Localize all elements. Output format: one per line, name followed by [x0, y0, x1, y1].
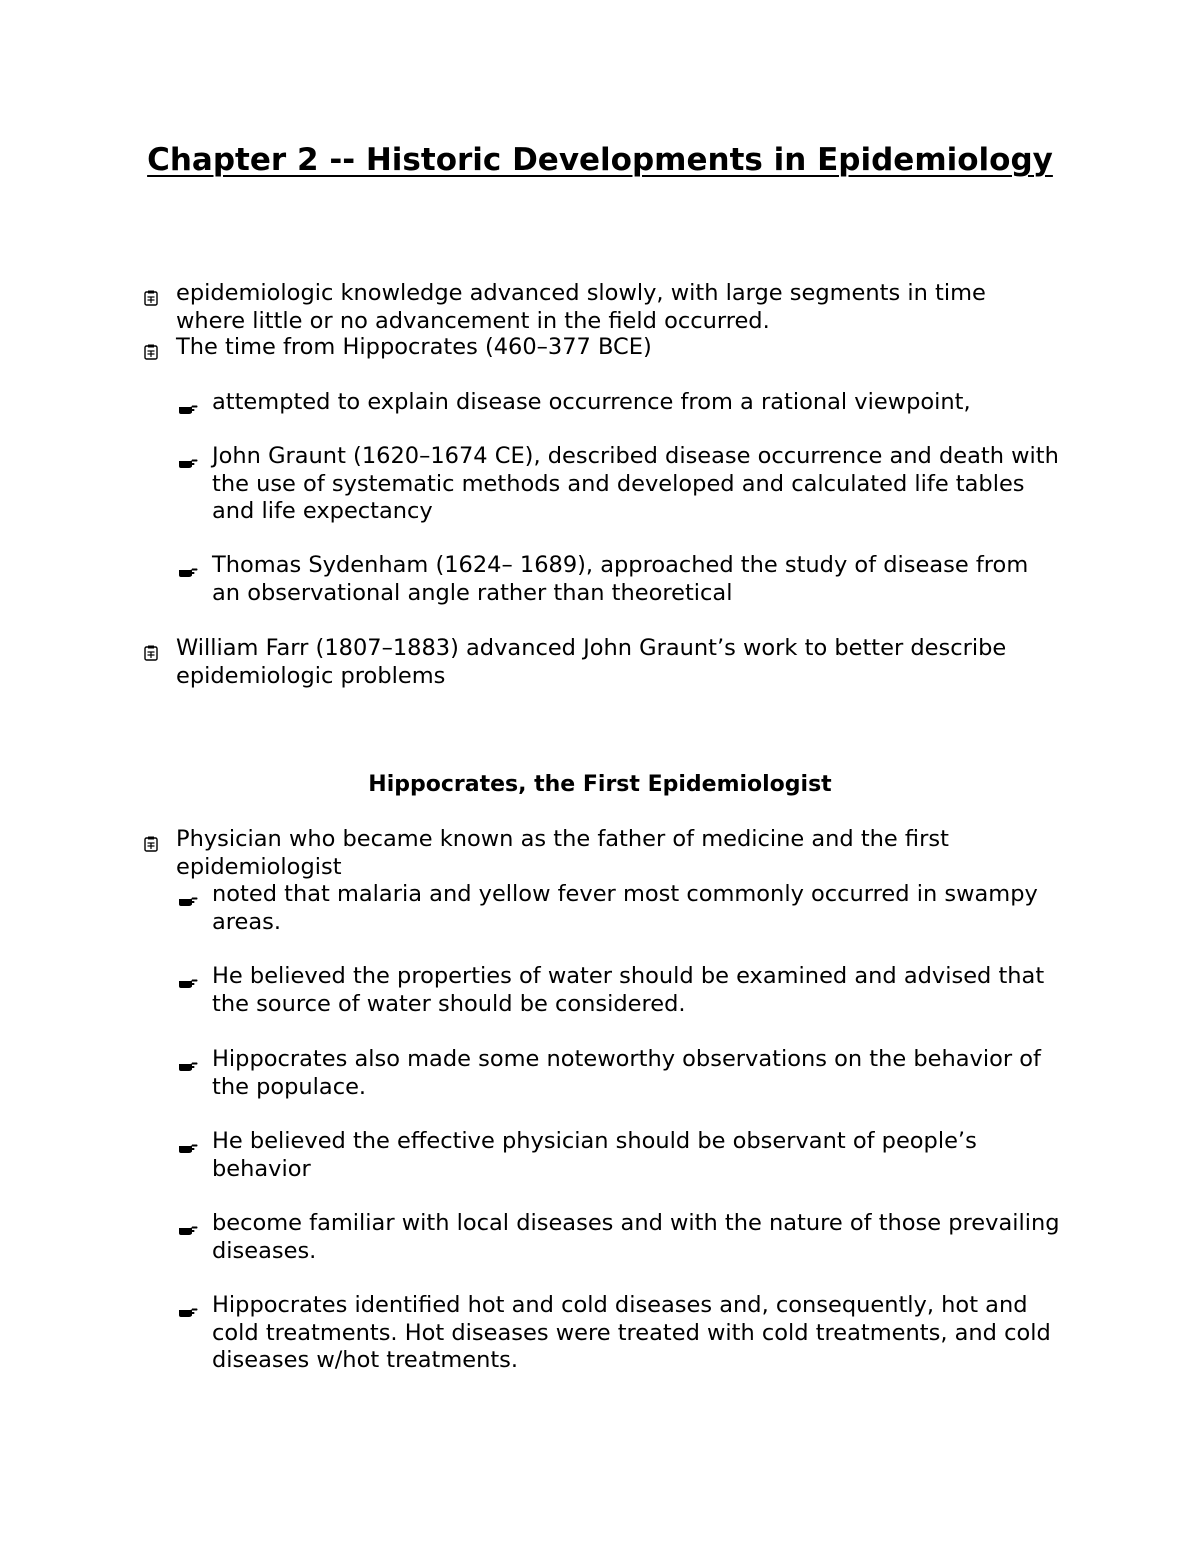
list-item-text: He believed the effective physician should be observant of people’s behavior: [212, 1128, 977, 1182]
list-item-text: attempted to explain disease occurrence from a rational viewpoint,: [212, 389, 971, 415]
list-item: [212, 1046, 1062, 1101]
list-item-text: noted that malaria and yellow fever most commonly occurred in swampy areas.: [212, 881, 1038, 935]
list-item-text: Hippocrates identified hot and cold diseases and, consequently, hot and cold treatments. Hot diseases were treated with cold treatments, and cold diseases w/hot treatments.: [212, 1292, 1051, 1373]
list-item: [212, 881, 1062, 936]
clipboard-bullet-icon: [144, 286, 158, 302]
list-item: [212, 552, 1062, 607]
list-item-text: epidemiologic knowledge advanced slowly, with large segments in time where little or no advancement in the field occurred.: [176, 280, 986, 334]
list-item: [212, 1210, 1062, 1265]
pointing-hand-bullet-icon: [178, 1216, 198, 1228]
list-item-text: John Graunt (1620–1674 CE), described disease occurrence and death with the use of systematic methods and developed and calculated life tables and life expectancy: [212, 443, 1059, 524]
pointing-hand-bullet-icon: [178, 1052, 198, 1064]
list-item-text: Physician who became known as the father of medicine and the first epidemiologist: [176, 826, 949, 880]
list-item: [176, 334, 1056, 362]
list-item: [176, 280, 1056, 335]
pointing-hand-bullet-icon: [178, 558, 198, 570]
list-item-text: Hippocrates also made some noteworthy observations on the behavior of the populace.: [212, 1046, 1041, 1100]
list-item: [176, 635, 1056, 690]
pointing-hand-bullet-icon: [178, 969, 198, 981]
list-item-text: become familiar with local diseases and with the nature of those prevailing diseases.: [212, 1210, 1060, 1264]
clipboard-bullet-icon: [144, 832, 158, 848]
pointing-hand-bullet-icon: [178, 1298, 198, 1310]
pointing-hand-bullet-icon: [178, 1134, 198, 1146]
list-item: [176, 826, 1056, 881]
list-item-text: Thomas Sydenham (1624– 1689), approached the study of disease from an observational angle rather than theoretical: [212, 552, 1029, 606]
clipboard-bullet-icon: [144, 340, 158, 356]
list-item-text: He believed the properties of water should be examined and advised that the source of water should be considered.: [212, 963, 1045, 1017]
list-item: [212, 963, 1062, 1018]
section-heading: Hippocrates, the First Epidemiologist: [368, 772, 832, 797]
list-item: [212, 1128, 1062, 1183]
pointing-hand-bullet-icon: [178, 887, 198, 899]
pointing-hand-bullet-icon: [178, 395, 198, 407]
pointing-hand-bullet-icon: [178, 449, 198, 461]
list-item: [212, 389, 1062, 417]
page-title: Chapter 2 -- Historic Developments in Epidemiology: [147, 142, 1053, 178]
clipboard-bullet-icon: [144, 641, 158, 657]
list-item: [212, 1292, 1062, 1375]
list-item-text: William Farr (1807–1883) advanced John Graunt’s work to better describe epidemiologic problems: [176, 635, 1007, 689]
list-item: [212, 443, 1062, 526]
list-item-text: The time from Hippocrates (460–377 BCE): [176, 334, 652, 360]
